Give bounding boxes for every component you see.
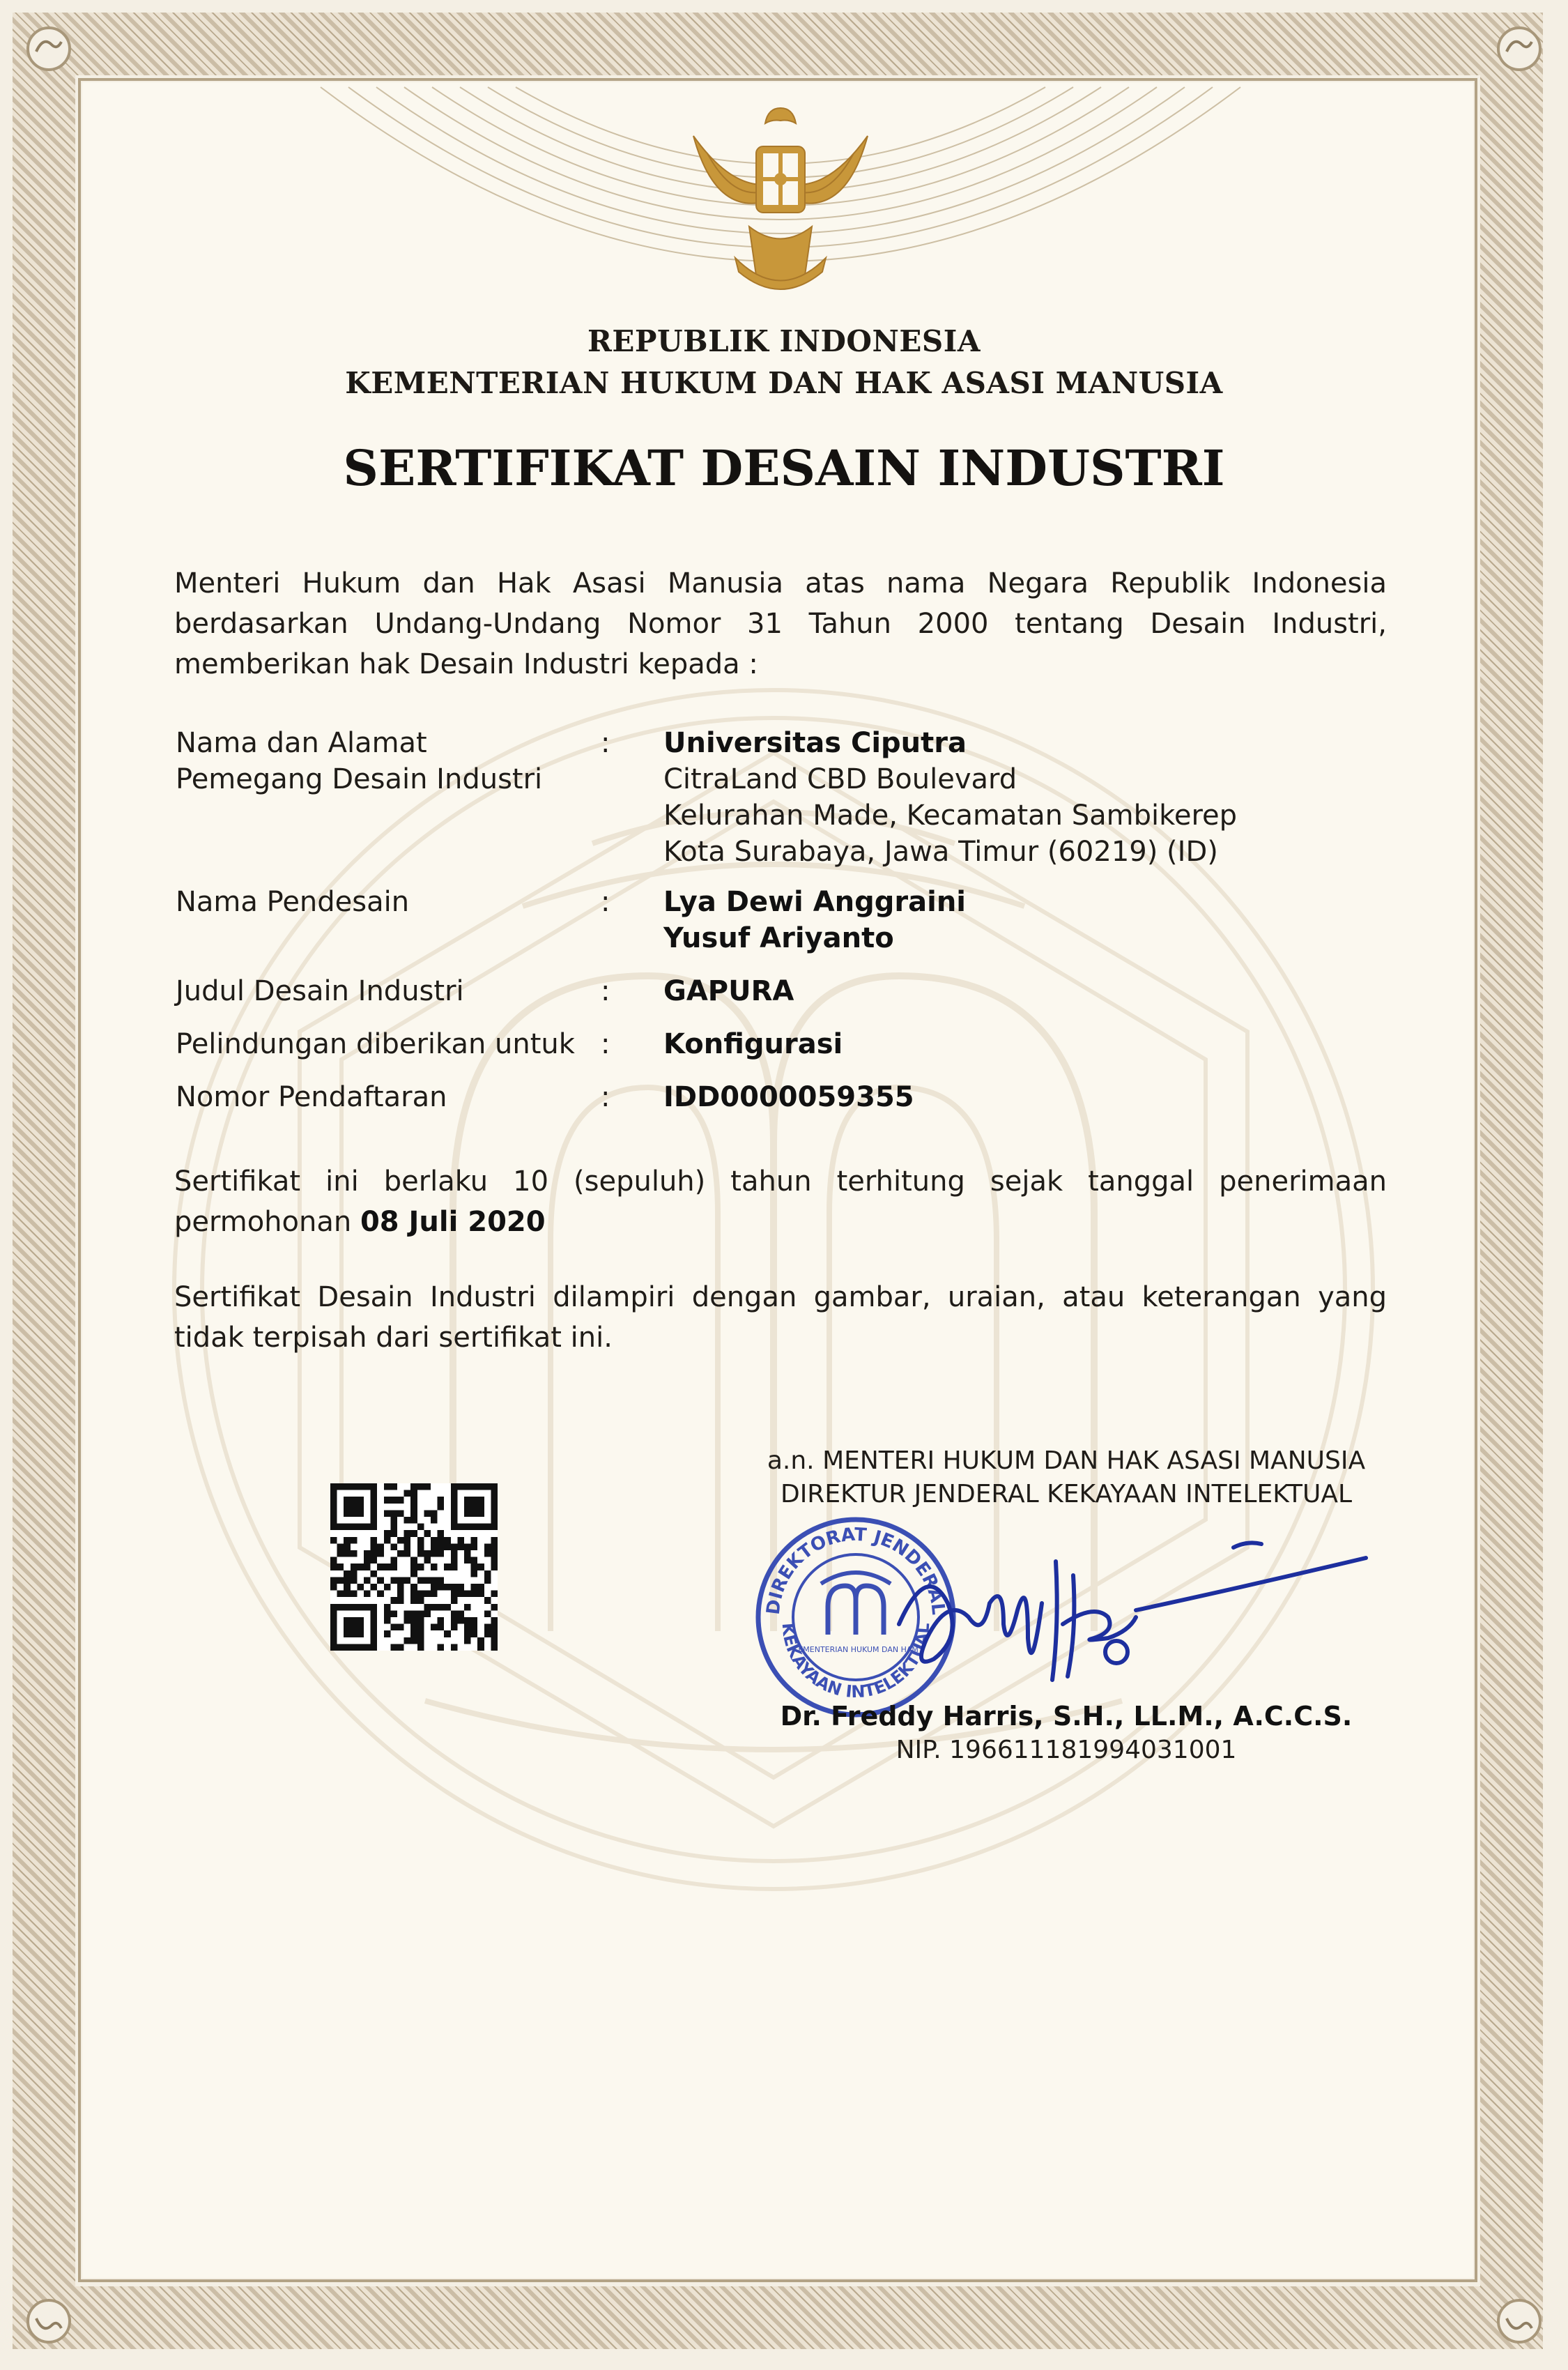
field-colon: : bbox=[601, 886, 610, 918]
certificate-title: SERTIFIKAT DESAIN INDUSTRI bbox=[343, 439, 1225, 497]
field-holder bbox=[176, 725, 1402, 871]
signature-position: DIREKTUR JENDERAL KEKAYAAN INTELEKTUAL bbox=[780, 1480, 1353, 1508]
garuda-emblem-icon bbox=[666, 80, 896, 310]
corner-ornament-icon bbox=[1491, 21, 1547, 77]
field-registration bbox=[176, 1079, 1402, 1118]
validity-paragraph bbox=[174, 1161, 1387, 1242]
corner-ornament-icon bbox=[21, 21, 77, 77]
holder-label-line1: Nama dan Alamat bbox=[176, 727, 427, 759]
country-heading: REPUBLIK INDONESIA bbox=[587, 324, 981, 358]
field-colon: : bbox=[601, 1081, 610, 1113]
signature-on-behalf: a.n. MENTERI HUKUM DAN HAK ASASI MANUSIA bbox=[767, 1446, 1366, 1475]
field-protection bbox=[176, 1026, 1402, 1065]
designer-name: Lya Dewi Anggraini bbox=[663, 886, 967, 918]
stamp-inner-text: KEMENTERIAN HUKUM DAN HAM bbox=[793, 1645, 918, 1654]
holder-address-line: Kota Surabaya, Jawa Timur (60219) (ID) bbox=[663, 836, 1218, 868]
corner-ornament-icon bbox=[1491, 2293, 1547, 2349]
validity-date: 08 Juli 2020 bbox=[360, 1206, 546, 1238]
qr-code[interactable] bbox=[330, 1483, 498, 1651]
field-colon: : bbox=[601, 727, 610, 759]
holder-label-line2: Pemegang Desain Industri bbox=[176, 763, 543, 795]
holder-name: Universitas Ciputra bbox=[663, 727, 967, 759]
field-label: Pelindungan diberikan untuk bbox=[176, 1028, 575, 1060]
field-designer bbox=[176, 884, 1402, 961]
field-label: Nomor Pendaftaran bbox=[176, 1081, 447, 1113]
stamp-bottom-text: KEKAYAAN INTELEKTUAL bbox=[778, 1622, 934, 1702]
field-design-title bbox=[176, 973, 1402, 1012]
handwritten-signature bbox=[885, 1520, 1387, 1701]
designer-name: Yusuf Ariyanto bbox=[663, 922, 894, 954]
signer-nip: NIP. 196611181994031001 bbox=[896, 1736, 1237, 1764]
validity-text: Sertifikat ini berlaku 10 (sepuluh) tahun terhitung sejak tanggal penerimaan permohonan bbox=[174, 1165, 1387, 1238]
ministry-heading: KEMENTERIAN HUKUM DAN HAK ASASI MANUSIA bbox=[345, 366, 1223, 400]
protection-value: Konfigurasi bbox=[663, 1028, 843, 1060]
design-title-value: GAPURA bbox=[663, 975, 794, 1007]
field-colon: : bbox=[601, 975, 610, 1007]
holder-address-line: CitraLand CBD Boulevard bbox=[663, 763, 1017, 795]
field-label: Nama Pendesain bbox=[176, 886, 410, 918]
field-value bbox=[663, 725, 1402, 870]
field-label: Judul Desain Industri bbox=[176, 975, 464, 1007]
field-value bbox=[663, 884, 1402, 956]
attachment-paragraph: Sertifikat Desain Industri dilampiri dengan gambar, uraian, atau keterangan yang tidak terpisah dari sertifikat ini. bbox=[174, 1281, 1387, 1354]
corner-ornament-icon bbox=[21, 2293, 77, 2349]
field-colon: : bbox=[601, 1028, 610, 1060]
registration-number: IDD0000059355 bbox=[663, 1081, 914, 1113]
stamp-top-text: DIREKTORAT JENDERAL bbox=[762, 1524, 949, 1616]
holder-address-line: Kelurahan Made, Kecamatan Sambikerep bbox=[663, 800, 1238, 832]
intro-paragraph: Menteri Hukum dan Hak Asasi Manusia atas nama Negara Republik Indonesia berdasarkan Undang-Undang Nomor 31 Tahun 2000 tentang Desain Industri, memberikan hak Desain Industri kepada : bbox=[174, 567, 1387, 680]
signer-name: Dr. Freddy Harris, S.H., LL.M., A.C.C.S. bbox=[780, 1701, 1353, 1731]
field-label bbox=[176, 725, 580, 797]
